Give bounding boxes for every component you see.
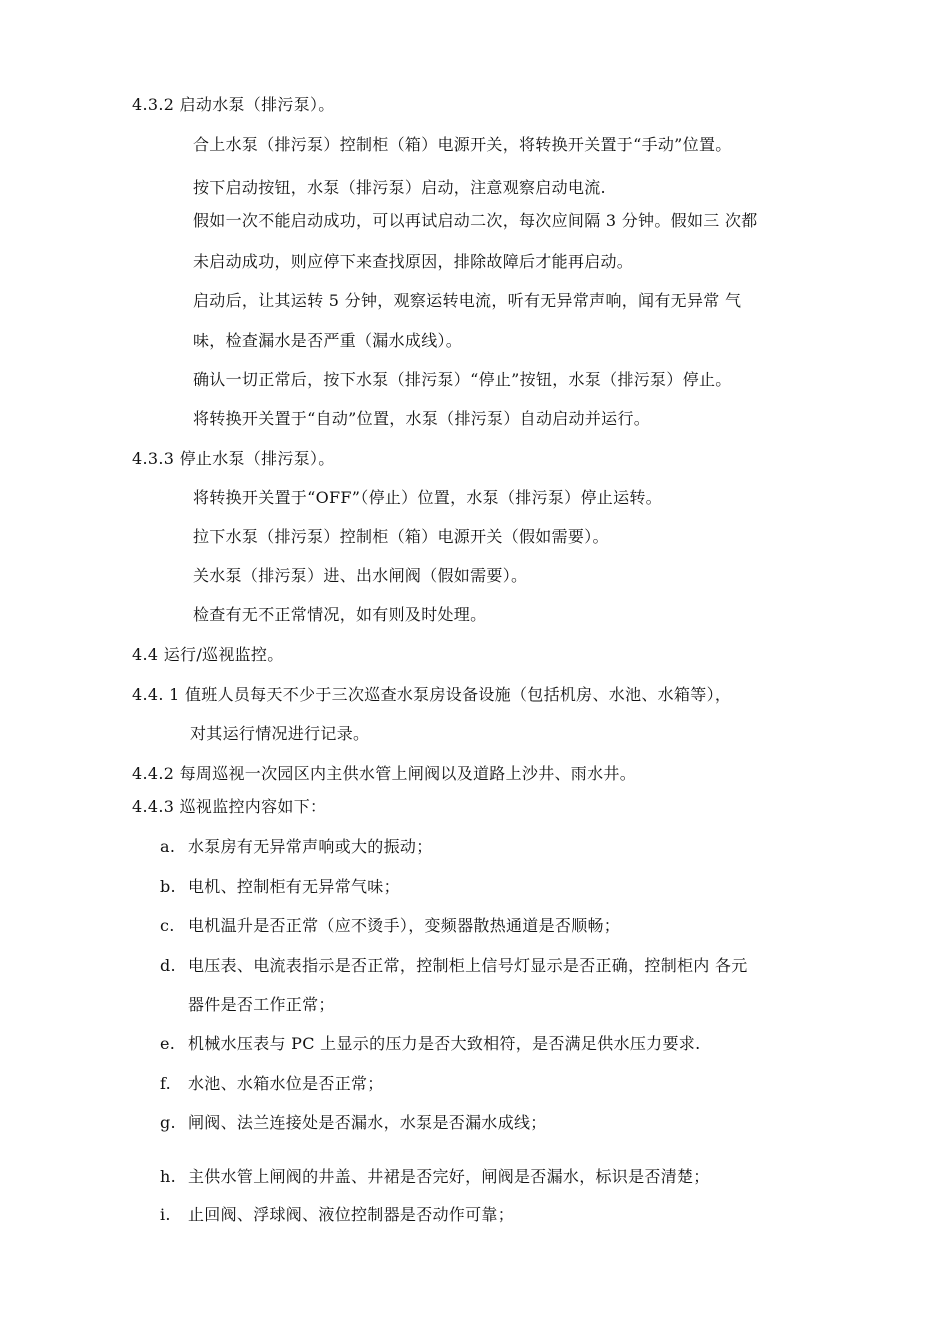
section-heading-4-4-3: 4.4.3 巡视监控内容如下： bbox=[132, 797, 327, 816]
paragraph-line: 启动后，让其运转 5 分钟，观察运转电流，听有无异常声响，闻有无异常 气 bbox=[193, 291, 742, 310]
list-item bbox=[160, 955, 748, 977]
paragraph-line: 合上水泵（排污泵）控制柜（箱）电源开关，将转换开关置于“手动”位置。 bbox=[193, 135, 732, 154]
paragraph-line: 假如一次不能启动成功，可以再试启动二次，每次应间隔 3 分钟。假如三 次都 bbox=[193, 211, 758, 230]
list-item bbox=[160, 1166, 710, 1188]
list-item-text: 水泵房有无异常声响或大的振动； bbox=[188, 837, 433, 856]
list-marker: a. bbox=[160, 837, 176, 856]
paragraph-line: 对其运行情况进行记录。 bbox=[190, 724, 370, 743]
paragraph-line: 将转换开关置于“OFF”（停止）位置，水泵（排污泵）停止运转。 bbox=[193, 488, 662, 507]
paragraph-line: 确认一切正常后，按下水泵（排污泵）“停止”按钮，水泵（排污泵）停止。 bbox=[193, 370, 732, 389]
paragraph-line: 未启动成功，则应停下来查找原因，排除故障后才能再启动。 bbox=[193, 252, 634, 271]
section-heading-4-4-2: 4.4.2 每周巡视一次园区内主供水管上闸阀以及道路上沙井、雨水井。 bbox=[132, 764, 636, 783]
list-item-text: 止回阀、浮球阀、液位控制器是否动作可靠； bbox=[188, 1205, 515, 1224]
list-item-text: 闸阀、法兰连接处是否漏水，水泵是否漏水成线； bbox=[188, 1113, 547, 1132]
list-item-text: 机械水压表与 PC 上显示的压力是否大致相符，是否满足供水压力要求. bbox=[188, 1034, 701, 1053]
list-item-text: 主供水管上闸阀的井盖、井裙是否完好，闸阀是否漏水，标识是否清楚； bbox=[188, 1167, 710, 1186]
section-heading-4-4-1: 4.4. 1 值班人员每天不少于三次巡查水泵房设备设施（包括机房、水池、水箱等）， bbox=[132, 685, 732, 704]
list-item bbox=[160, 836, 433, 858]
list-item bbox=[160, 876, 400, 898]
list-item bbox=[160, 915, 620, 937]
list-marker: b. bbox=[160, 877, 176, 896]
paragraph-line: 按下启动按钮，水泵（排污泵）启动，注意观察启动电流. bbox=[193, 178, 606, 197]
section-heading-4-4: 4.4 运行/巡视监控。 bbox=[132, 645, 284, 664]
paragraph-line: 检查有无不正常情况，如有则及时处理。 bbox=[193, 605, 487, 624]
list-marker: e. bbox=[160, 1034, 176, 1053]
list-marker: g. bbox=[160, 1113, 176, 1132]
list-item-text: 电机温升是否正常（应不烫手），变频器散热通道是否顺畅； bbox=[188, 916, 621, 935]
list-item bbox=[160, 1073, 384, 1095]
list-item-continuation: 器件是否工作正常； bbox=[188, 995, 335, 1014]
list-item-text: 电机、控制柜有无异常气味； bbox=[188, 877, 400, 896]
paragraph-line: 关水泵（排污泵）进、出水闸阀（假如需要）。 bbox=[193, 566, 528, 585]
paragraph-line: 味，检查漏水是否严重（漏水成线）。 bbox=[193, 331, 463, 350]
paragraph-line: 将转换开关置于“自动”位置，水泵（排污泵）自动启动并运行。 bbox=[193, 409, 651, 428]
paragraph-line: 拉下水泵（排污泵）控制柜（箱）电源开关（假如需要）。 bbox=[193, 527, 609, 546]
list-marker: i. bbox=[160, 1205, 171, 1224]
list-marker: c. bbox=[160, 916, 175, 935]
list-item-text: 水池、水箱水位是否正常； bbox=[188, 1074, 384, 1093]
list-item bbox=[160, 1204, 514, 1226]
list-marker: f. bbox=[160, 1074, 172, 1093]
list-marker: d. bbox=[160, 956, 176, 975]
list-item bbox=[160, 1112, 547, 1134]
list-marker: h. bbox=[160, 1167, 176, 1186]
section-heading-4-3-3: 4.3.3 停止水泵（排污泵）。 bbox=[132, 449, 335, 468]
list-item bbox=[160, 1033, 700, 1055]
list-item-text: 电压表、电流表指示是否正常，控制柜上信号灯显示是否正确，控制柜内 各元 bbox=[188, 956, 748, 975]
section-heading-4-3-2: 4.3.2 启动水泵（排污泵）。 bbox=[132, 95, 335, 114]
